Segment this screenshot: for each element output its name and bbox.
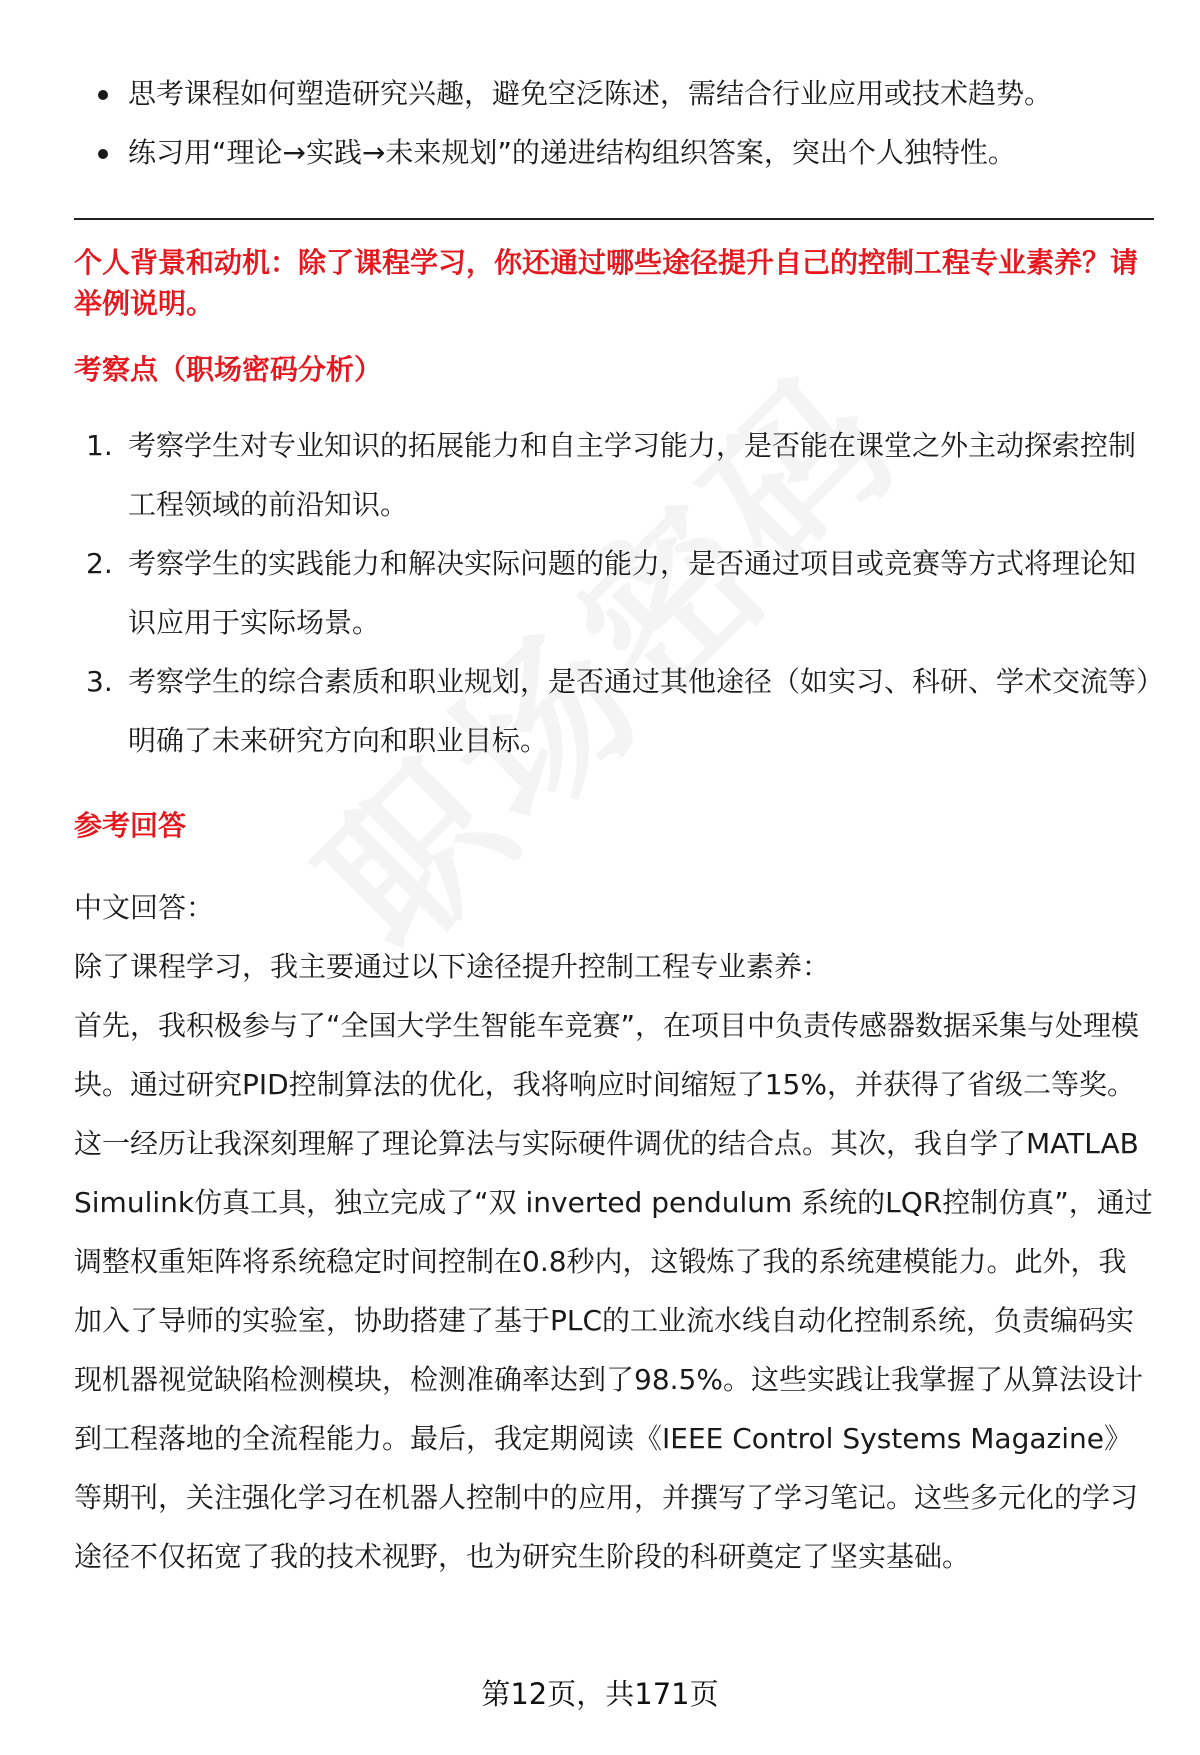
list-item: 练习用“理论→实践→未来规划”的递进结构组织答案，突出个人独特性。 xyxy=(74,123,1154,182)
list-item-text: 考察学生对专业知识的拓展能力和自主学习能力，是否能在课堂之外主动探索控制工程领域的前沿知识。 xyxy=(128,429,1137,521)
answer-block xyxy=(74,878,1154,1586)
list-item xyxy=(74,416,1154,534)
list-number: 3. xyxy=(86,665,113,698)
list-number: 1. xyxy=(86,429,113,462)
points-heading: 考察点（职场密码分析） xyxy=(74,353,383,386)
list-item-text: 考察学生的综合素质和职业规划，是否通过其他途径（如实习、科研、学术交流等）明确了未来研究方向和职业目标。 xyxy=(128,665,1151,757)
answer-heading: 参考回答 xyxy=(74,809,187,842)
document-page xyxy=(74,64,1154,1586)
list-number: 2. xyxy=(86,547,113,580)
section-divider xyxy=(74,218,1154,220)
list-item xyxy=(74,652,1154,770)
list-item: 思考课程如何塑造研究兴趣，避免空泛陈述，需结合行业应用或技术趋势。 xyxy=(74,64,1154,123)
list-item xyxy=(74,534,1154,652)
list-item-text: 考察学生的实践能力和解决实际问题的能力，是否通过项目或竞赛等方式将理论知识应用于实际场景。 xyxy=(128,547,1137,639)
page-number: 第12页，共171页 xyxy=(481,1677,719,1711)
answer-intro: 除了课程学习，我主要通过以下途径提升控制工程专业素养： xyxy=(74,950,831,983)
answer-label: 中文回答： xyxy=(74,891,215,924)
question-title: 个人背景和动机：除了课程学习，你还通过哪些途径提升自己的控制工程专业素养？请举例说明。 xyxy=(74,246,1139,320)
answer-body: 首先，我积极参与了“全国大学生智能车竞赛”，在项目中负责传感器数据采集与处理模块。通过研究PID控制算法的优化，我将响应时间缩短了15%，并获得了省级二等奖。这一经历让我深刻理解了理论算法与实际硬件调优的结合点。其次，我自学了MATLAB Simulink仿真工具，独立完成了“双 inverted pendulum 系统的LQR控制仿真”，通过调整权重矩阵将系统稳定时间控制在0.8秒内，这锻炼了我的系统建模能力。此外，我加入了导师的实验室，协助搭建了基于PLC的工业流水线自动化控制系统，负责编码实现机器视觉缺陷检测模块，检测准确率达到了98.5%。这些实践让我掌握了从算法设计到工程落地的全流程能力。最后，我定期阅读《IEEE Control Systems Magazine》等期刊，关注强化学习在机器人控制中的应用，并撰写了学习笔记。这些多元化的学习途径不仅拓宽了我的技术视野，也为研究生阶段的科研奠定了坚实基础。 xyxy=(74,1009,1153,1573)
tips-list xyxy=(74,64,1154,182)
points-list xyxy=(74,416,1154,770)
